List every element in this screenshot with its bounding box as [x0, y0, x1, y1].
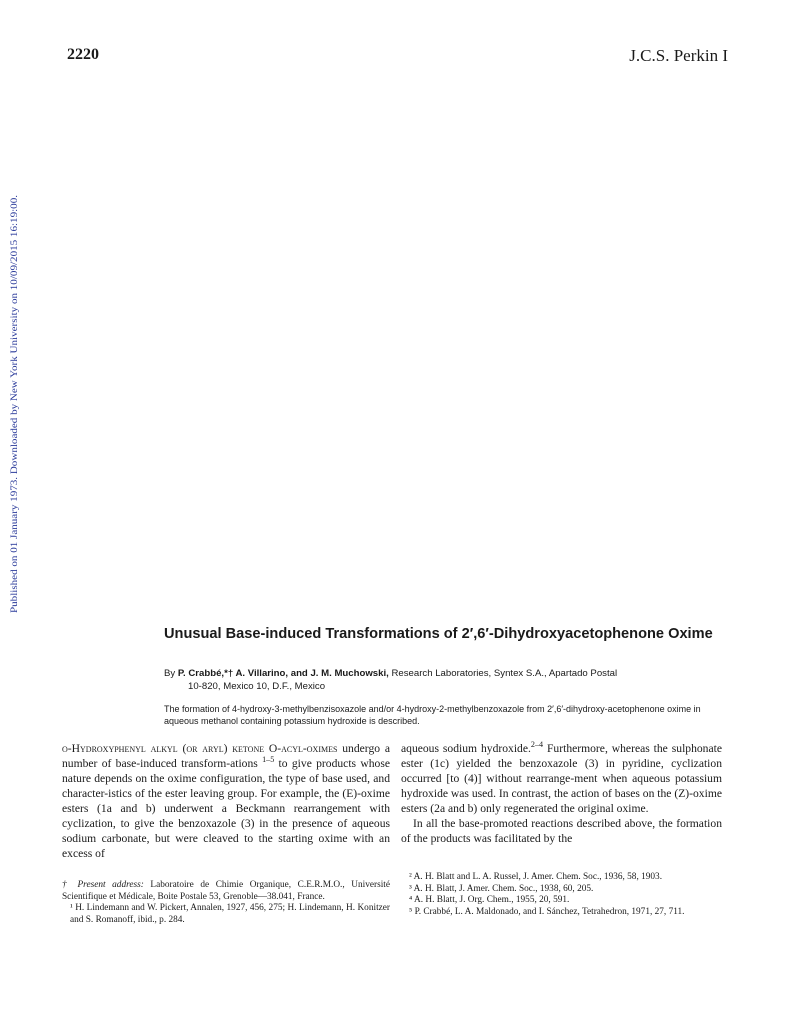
article-title: Unusual Base-induced Transformations of 2′,6′-Dihydroxyacetophenone Oxime [164, 626, 713, 642]
footnote-dagger-label: † Present address: [62, 880, 144, 890]
download-notice-sidebar [5, 193, 21, 613]
footnote-4: ⁴ A. H. Blatt, J. Org. Chem., 1955, 20, 591. [409, 895, 570, 905]
affiliation-line-1: Research Laboratories, Syntex S.A., Apartado Postal [391, 668, 618, 679]
footnotes-left [62, 880, 390, 926]
by-label: By [164, 668, 176, 679]
footnote-dagger-text: Laboratoire de Chimie Organique, C.E.R.M.O., Université Scientifique et Médicale, Boite Postale 53, Grenoble—38.041, France. [62, 880, 390, 902]
author-names: P. Crabbé,*† A. Villarino, and J. M. Muchowski, [177, 668, 389, 679]
body-text: Furthermore, whereas the sulphonate ester (1c) yielded the benzoxazole (3) in pyridine, cyclization occurred [to (4)] without rearrange-ment when aqueous potassium hydroxide was used. In contrast, the action of bases on the (Z)-oxime esters (2a and b) only regenerated the original oxime. [401, 742, 722, 815]
footnote-1: ¹ H. Lindemann and W. Pickert, Annalen, 1927, 456, 275; H. Lindemann, H. Konitzer and S. Romanoff, ibid., p. 284. [70, 903, 390, 925]
reference-superscript: 2–4 [530, 740, 544, 750]
lead-in-text: o-Hydroxyphenyl alkyl (or aryl) ketone O-acyl-oximes [62, 742, 338, 755]
footnote-2: ² A. H. Blatt and L. A. Russel, J. Amer. Chem. Soc., 1936, 58, 1903. [409, 872, 663, 882]
body-text: undergo a number of base-induced transform-ations [62, 742, 390, 770]
body-column-left [62, 741, 390, 861]
footnote-5: ⁵ P. Crabbé, L. A. Maldonado, and I. Sánchez, Tetrahedron, 1971, 27, 711. [409, 906, 685, 917]
journal-name: J.C.S. Perkin I [629, 46, 728, 65]
reference-superscript: 1–5 [262, 755, 275, 765]
body-text: In all the base-promoted reactions described above, the formation of the products was facilitated by the [401, 817, 722, 845]
download-notice-text: Published on 01 January 1973. Downloaded by New York University on 10/09/2015 16:19:00. [9, 272, 19, 613]
page-number: 2220 [67, 46, 99, 63]
author-block [164, 667, 734, 693]
footnote-dagger [62, 880, 390, 903]
affiliation-line-2: 10-820, Mexico 10, D.F., Mexico [188, 681, 326, 692]
body-text: aqueous sodium hydroxide. [401, 742, 531, 755]
body-text: to give products whose nature depends on the oxime configuration, the type of base used, and character-istics of the ester leaving group. For example, the (E)-oxime esters (1a and b) underwent a Beckmann rearrangement with cyclization, to give the benzoxazole (3) in the presence of aqueous sodium carbonate, but were cleaved to the starting oxime with an excess of [62, 757, 390, 860]
abstract: The formation of 4-hydroxy-3-methylbenzisoxazole and/or 4-hydroxy-2-methylbenzoxazole from 2′,6′-dihydroxy-acetophenone oxime in aqueous methanol containing potassium hydroxide is described. [164, 704, 701, 726]
footnotes-right [401, 872, 722, 918]
footnote-3: ³ A. H. Blatt, J. Amer. Chem. Soc., 1938, 60, 205. [409, 883, 594, 894]
body-column-right [401, 741, 722, 846]
